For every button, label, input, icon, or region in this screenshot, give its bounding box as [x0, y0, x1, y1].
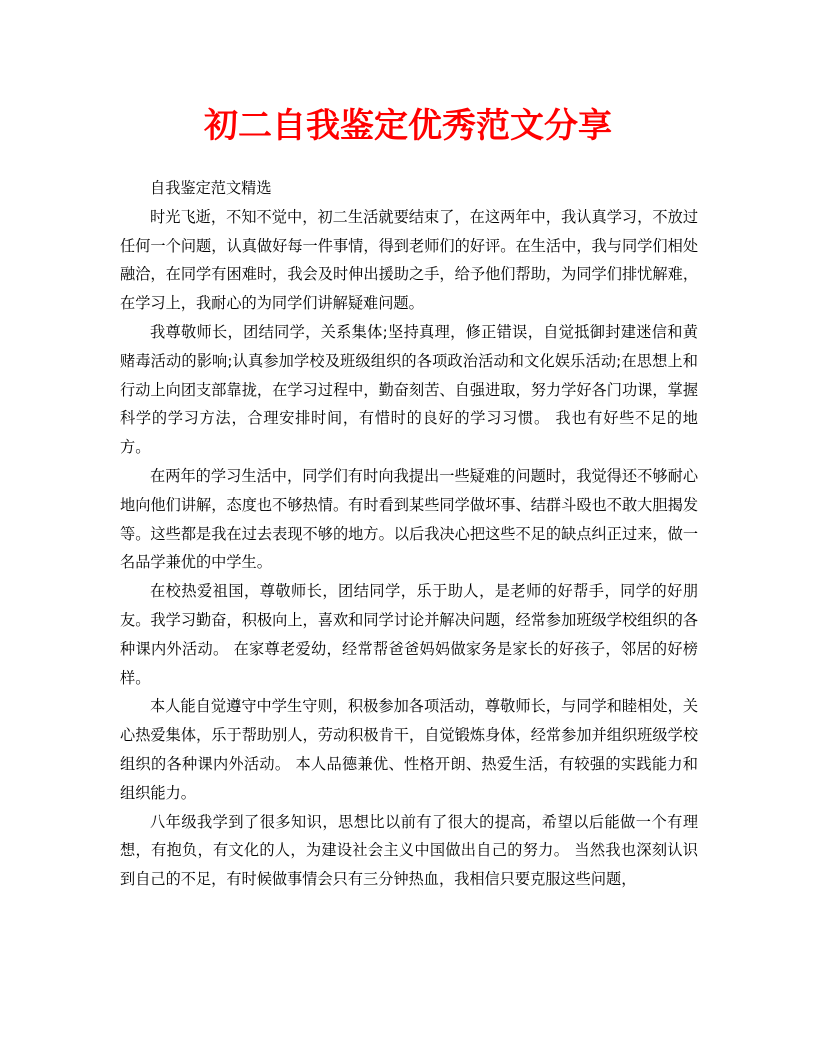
paragraph: 在校热爱祖国，尊敬师长，团结同学，乐于助人，是老师的好帮手，同学的好朋友。我学习勤奋，积极向上，喜欢和同学讨论并解决问题，经常参加班级学校组织的各种课内外活动。 在家尊老爱幼，经常帮爸爸妈妈做家务是家长的好孩子，邻居的好榜样。 [120, 582, 698, 687]
paragraph: 八年级我学到了很多知识，思想比以前有了很大的提高，希望以后能做一个有理想，有抱负，有文化的人，为建设社会主义中国做出自己的努力。 当然我也深刻认识到自己的不足，有时候做事情会只有三分钟热血，我相信只要克服这些问题， [120, 812, 698, 889]
document-subtitle: 自我鉴定范文精选 [150, 179, 272, 197]
page-title: 初二自我鉴定优秀范文分享 [204, 106, 612, 146]
document-body [120, 174, 698, 894]
paragraph: 在两年的学习生活中，同学们有时向我提出一些疑难的问题时，我觉得还不够耐心地向他们讲解，态度也不够热情。有时看到某些同学做坏事、结群斗殴也不敢大胆揭发等。这些都是我在过去表现不够的地方。以后我决心把这些不足的缺点纠正过来，做一名品学兼优的中学生。 [120, 466, 698, 572]
paragraph: 本人能自觉遵守中学生守则，积极参加各项活动，尊敬师长，与同学和睦相处，关心热爱集体，乐于帮助别人，劳动积极肯干，自觉锻炼身体，经常参加并组织班级学校组织的各种课内外活动。 本人品德兼优、性格开朗、热爱生活，有较强的实践能力和组织能力。 [120, 697, 698, 802]
paragraph: 时光飞逝，不知不觉中，初二生活就要结束了，在这两年中，我认真学习，不放过任何一个问题，认真做好每一件事情，得到老师们的好评。在生活中，我与同学们相处融洽，在同学有困难时，我会及时伸出援助之手，给予他们帮助，为同学们排忧解难，在学习上，我耐心的为同学们讲解疑难问题。 [120, 207, 698, 313]
paragraph: 我尊敬师长，团结同学，关系集体;坚持真理，修正错误，自觉抵御封建迷信和黄赌毒活动的影响;认真参加学校及班级组织的各项政治活动和文化娱乐活动;在思想上和行动上向团支部靠拢，在学习过程中，勤奋刻苦、自强进取，努力学好各门功课，掌握科学的学习方法，合理安排时间，有惜时的良好的学习习惯。 我也有好些不足的地方。 [120, 322, 698, 457]
